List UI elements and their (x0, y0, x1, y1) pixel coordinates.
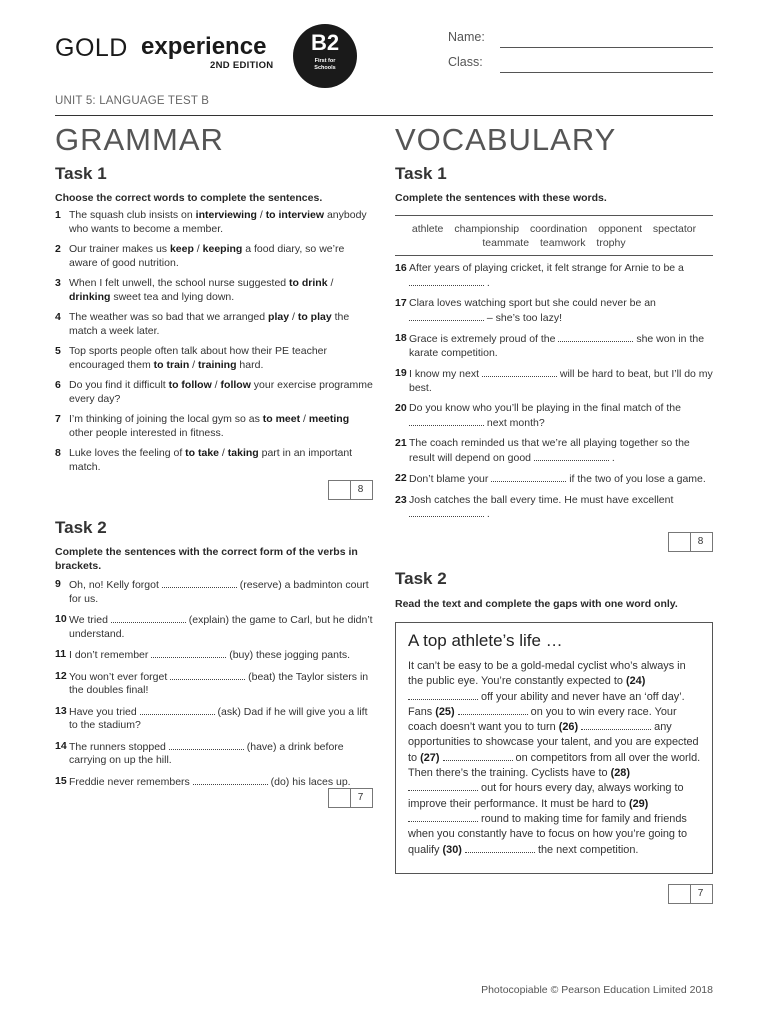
option-b[interactable]: to play (297, 311, 332, 323)
question-number: 4 (55, 311, 61, 323)
header-divider (55, 115, 713, 116)
logo-experience-text: experience (141, 33, 267, 60)
question-number: 13 (55, 704, 67, 717)
question-number: 8 (55, 447, 61, 459)
gap-number: (30) (442, 843, 462, 856)
question-number: 6 (55, 379, 61, 391)
name-label: Name: (448, 30, 485, 44)
answer-gap[interactable] (558, 332, 633, 342)
word-bank-row (395, 222, 713, 236)
level-badge (293, 24, 357, 88)
option-a[interactable]: play (268, 311, 290, 323)
option-a[interactable]: to train (153, 358, 190, 371)
answer-gap[interactable] (491, 472, 566, 482)
answer-gap[interactable] (409, 507, 484, 517)
word-bank-item: coordination (530, 223, 588, 235)
question-item: 3 When I felt unwell, the school nurse suggested to drink / drinking sweet tea and lying down. (55, 277, 334, 303)
option-a[interactable]: to drink (289, 277, 328, 289)
logo-edition-text: 2ND EDITION (210, 60, 274, 71)
unit-heading: UNIT 5: LANGUAGE TEST B (55, 95, 210, 107)
question-item: 14 The runners stopped (have) a drink before carrying on up the hill. (55, 739, 344, 766)
class-line[interactable] (500, 72, 713, 73)
question-item: 17 Clara loves watching sport but she could never be an – she’s too lazy! (395, 297, 656, 324)
answer-gap[interactable] (534, 451, 609, 461)
score-total: 7 (697, 888, 704, 899)
word-bank-item: spectator (652, 223, 697, 235)
word-bank-item: championship (454, 223, 520, 235)
publisher-logo (55, 32, 365, 82)
grammar-title: GRAMMAR (55, 122, 224, 157)
question-item: 18 Grace is extremely proud of the she won in the karate competition. (395, 332, 705, 359)
option-a[interactable]: to take (185, 447, 220, 459)
question-item: 22 Don’t blame your if the two of you lose a game. (395, 472, 706, 485)
class-label: Class: (448, 55, 483, 69)
question-item: 19 I know my next will be hard to beat, but I’ll do my best. (395, 367, 713, 394)
question-number: 5 (55, 345, 61, 357)
level-subtitle: First for Schools (314, 58, 336, 71)
gap-number: (25) (435, 705, 455, 718)
logo-gold-text: GOLD (55, 34, 128, 62)
gap-number: (28) (610, 767, 630, 780)
answer-gap[interactable] (193, 775, 268, 785)
question-item: 7 I’m thinking of joining the local gym so as to meet / meeting other people interested in fitness. (55, 413, 350, 439)
option-b[interactable]: drinking (69, 290, 111, 303)
score-total: 8 (357, 484, 364, 495)
option-a[interactable]: keep (169, 243, 194, 255)
grammar-task1-instruction: Choose the correct words to complete the sentences. (55, 192, 323, 204)
question-item: 13 Have you tried (ask) Dad if he will give you a lift to the stadium? (55, 704, 368, 731)
word-bank-item: teamwork (539, 237, 586, 249)
score-box[interactable] (668, 532, 713, 552)
question-number: 17 (395, 297, 407, 309)
word-bank-item: teammate (482, 237, 530, 249)
answer-gap[interactable] (408, 690, 478, 700)
grammar-task1-title: Task 1 (55, 164, 107, 183)
question-item: 6 Do you find it difficult to follow / follow your exercise programme every day? (55, 379, 373, 405)
word-bank-item: opponent (598, 223, 642, 235)
question-item: 12 You won’t ever forget (beat) the Taylor sisters in the doubles final! (55, 669, 369, 696)
answer-gap[interactable] (170, 670, 245, 680)
vocabulary-task2-instruction: Read the text and complete the gaps with one word only. (395, 598, 678, 610)
vocabulary-task1-questions (395, 262, 715, 522)
question-number: 2 (55, 243, 61, 255)
question-item: 21 The coach reminded us that we’re all playing together so the result will depend on good . (395, 437, 690, 464)
option-b[interactable]: to interview (265, 209, 325, 221)
gap-number: (27) (420, 751, 440, 764)
question-item: 4 The weather was so bad that we arranged play / to play the match a week later. (55, 311, 350, 337)
question-number: 14 (55, 739, 67, 752)
answer-gap[interactable] (581, 720, 651, 730)
vocabulary-task1-title: Task 1 (395, 164, 447, 183)
answer-gap[interactable] (409, 416, 484, 426)
option-a[interactable]: interviewing (195, 209, 257, 221)
answer-gap[interactable] (162, 578, 237, 588)
question-number: 9 (55, 578, 61, 590)
grammar-task2-questions (55, 578, 373, 789)
question-number: 20 (395, 402, 407, 414)
answer-gap[interactable] (151, 648, 226, 658)
answer-gap[interactable] (465, 843, 535, 853)
word-bank (395, 215, 713, 256)
question-number: 12 (55, 669, 67, 682)
reading-text-box (395, 622, 713, 874)
option-b[interactable]: keeping (202, 243, 243, 255)
question-item: 10 We tried (explain) the game to Carl, but he didn’t understand. (55, 613, 373, 640)
answer-gap[interactable] (482, 367, 557, 377)
gap-number: (29) (628, 797, 649, 810)
question-item: 9 Oh, no! Kelly forgot (reserve) a badminton court for us. (55, 578, 369, 605)
question-item: 5 Top sports people often talk about how their PE teacher encouraged them to train / training hard. (55, 345, 327, 371)
copyright-footer: Photocopiable © Pearson Education Limited 2018 (481, 984, 713, 996)
question-number: 11 (55, 648, 67, 660)
option-b[interactable]: taking (227, 447, 259, 459)
question-number: 10 (55, 613, 67, 625)
option-a[interactable]: to follow (168, 379, 212, 391)
word-bank-item: athlete (411, 223, 444, 235)
score-total: 7 (357, 792, 364, 803)
vocabulary-title: VOCABULARY (395, 122, 617, 157)
answer-gap[interactable] (408, 812, 478, 822)
question-number: 22 (395, 472, 407, 484)
option-b[interactable]: meeting (308, 413, 350, 425)
question-number: 7 (55, 413, 61, 425)
word-bank-row (395, 236, 713, 250)
answer-gap[interactable] (169, 740, 244, 750)
question-item: 2 Our trainer makes us keep / keeping a food diary, so we’re aware of good nutrition. (55, 243, 345, 269)
word-bank-item: trophy (596, 237, 626, 249)
question-number: 15 (55, 774, 67, 787)
vocabulary-task1-instruction: Complete the sentences with these words. (395, 192, 607, 204)
score-box[interactable] (328, 480, 373, 500)
answer-gap[interactable] (443, 751, 513, 761)
question-item: 23 Josh catches the ball every time. He must have excellent . (395, 493, 674, 520)
option-a[interactable]: to meet (262, 413, 301, 425)
answer-gap[interactable] (140, 705, 215, 715)
level-text: B2 (310, 30, 340, 55)
question-item: 8 Luke loves the feeling of to take / taking part in an important match. (55, 447, 353, 473)
question-number: 16 (395, 262, 407, 274)
question-number: 19 (395, 367, 407, 379)
gap-number: (26) (558, 721, 579, 734)
answer-gap[interactable] (409, 276, 484, 286)
answer-gap[interactable] (458, 705, 528, 715)
question-item: 1 The squash club insists on interviewing / to interview anybody who wants to become a member. (55, 209, 367, 235)
reading-text-title: A top athlete’s life … (408, 631, 563, 650)
question-item: 11 I don’t remember (buy) these jogging pants. (55, 648, 351, 661)
question-item: 16 After years of playing cricket, it felt strange for Arnie to be a . (395, 262, 684, 289)
name-line[interactable] (500, 47, 713, 48)
grammar-task1-questions (55, 209, 373, 474)
answer-gap[interactable] (111, 613, 186, 623)
question-item: 15 Freddie never remembers (do) his laces up. (55, 774, 351, 788)
grammar-task2-title: Task 2 (55, 518, 107, 537)
question-number: 21 (395, 437, 407, 449)
answer-gap[interactable] (408, 781, 478, 791)
vocabulary-task2-title: Task 2 (395, 569, 447, 588)
question-number: 23 (395, 493, 407, 506)
gap-number: (24) (625, 675, 646, 688)
question-number: 3 (55, 277, 61, 289)
option-b[interactable]: training (198, 358, 237, 371)
question-item: 20 Do you know who you’ll be playing in the final match of the next month? (395, 402, 681, 429)
option-b[interactable]: follow (220, 379, 251, 391)
score-box[interactable] (668, 884, 713, 904)
class-field[interactable] (448, 55, 713, 73)
answer-gap[interactable] (409, 311, 484, 321)
reading-text-body: It can’t be easy to be a gold-medal cyclist who’s always in the public eye. You’re constantly expected to (24) off your ability and never have an ‘off day’. Fans (25) on you to win every race. Your coach doesn’t want you to turn (26) any opportunities to showcase your talent, and you are expected to (27) on competitors from all over the world. Then there’s the training. Cyclists have to (28) out for hours every day, always working to improve their performance. It must be hard to (29) round to making time for family and friends when you constantly have to focus on how you’re going to qualify (30) the next competition. (408, 660, 701, 856)
question-number: 1 (55, 209, 61, 221)
question-number: 18 (395, 332, 407, 344)
grammar-task2-instruction: Complete the sentences with the correct form of the verbs in brackets. (55, 546, 358, 572)
score-total: 8 (697, 536, 704, 547)
score-box[interactable] (328, 788, 373, 808)
name-field[interactable] (448, 30, 713, 48)
